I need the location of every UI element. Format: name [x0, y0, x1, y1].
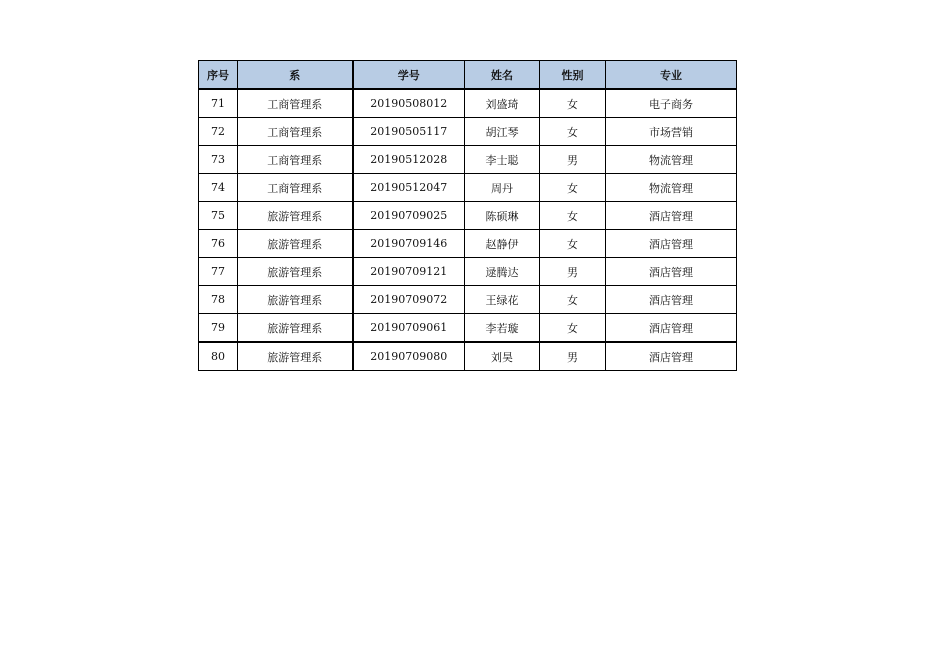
cell-gender: 女 — [540, 286, 606, 314]
cell-major: 物流管理 — [606, 146, 737, 174]
header-cell-department: 系 — [238, 61, 353, 90]
cell-department: 工商管理系 — [238, 174, 353, 202]
student-table — [198, 60, 737, 371]
cell-name: 赵静伊 — [465, 230, 540, 258]
table-row — [199, 258, 737, 286]
cell-name: 刘昊 — [465, 342, 540, 371]
cell-student-id: 20190505117 — [353, 118, 465, 146]
cell-student-id: 20190709061 — [353, 314, 465, 343]
cell-student-id: 20190709072 — [353, 286, 465, 314]
table-row — [199, 174, 737, 202]
cell-name: 陈硕琳 — [465, 202, 540, 230]
cell-name: 王绿花 — [465, 286, 540, 314]
cell-gender: 女 — [540, 230, 606, 258]
cell-index: 73 — [199, 146, 238, 174]
cell-index: 76 — [199, 230, 238, 258]
cell-gender: 男 — [540, 146, 606, 174]
cell-index: 71 — [199, 89, 238, 118]
cell-name: 胡江琴 — [465, 118, 540, 146]
cell-student-id: 20190709080 — [353, 342, 465, 371]
cell-student-id: 20190508012 — [353, 89, 465, 118]
table-row — [199, 314, 737, 343]
cell-student-id: 20190709146 — [353, 230, 465, 258]
table-row — [199, 118, 737, 146]
cell-department: 旅游管理系 — [238, 342, 353, 371]
cell-gender: 女 — [540, 89, 606, 118]
cell-gender: 女 — [540, 118, 606, 146]
cell-gender: 女 — [540, 202, 606, 230]
cell-department: 工商管理系 — [238, 118, 353, 146]
cell-major: 市场营销 — [606, 118, 737, 146]
cell-gender: 女 — [540, 174, 606, 202]
table-row — [199, 286, 737, 314]
header-cell-index: 序号 — [199, 61, 238, 90]
cell-gender: 女 — [540, 314, 606, 343]
table-row — [199, 342, 737, 371]
header-cell-major: 专业 — [606, 61, 737, 90]
cell-index: 78 — [199, 286, 238, 314]
cell-major: 物流管理 — [606, 174, 737, 202]
cell-student-id: 20190709121 — [353, 258, 465, 286]
table-row — [199, 146, 737, 174]
cell-name: 逯腾达 — [465, 258, 540, 286]
table-row — [199, 89, 737, 118]
header-cell-name: 姓名 — [465, 61, 540, 90]
cell-department: 旅游管理系 — [238, 258, 353, 286]
cell-department: 旅游管理系 — [238, 286, 353, 314]
cell-student-id: 20190512047 — [353, 174, 465, 202]
header-row — [199, 61, 737, 90]
cell-index: 80 — [199, 342, 238, 371]
cell-student-id: 20190512028 — [353, 146, 465, 174]
cell-index: 72 — [199, 118, 238, 146]
cell-major: 酒店管理 — [606, 202, 737, 230]
cell-student-id: 20190709025 — [353, 202, 465, 230]
cell-major: 酒店管理 — [606, 258, 737, 286]
cell-index: 79 — [199, 314, 238, 343]
cell-gender: 男 — [540, 342, 606, 371]
cell-department: 工商管理系 — [238, 146, 353, 174]
cell-index: 74 — [199, 174, 238, 202]
cell-major: 电子商务 — [606, 89, 737, 118]
cell-department: 旅游管理系 — [238, 230, 353, 258]
cell-name: 刘盛琦 — [465, 89, 540, 118]
cell-department: 旅游管理系 — [238, 202, 353, 230]
cell-department: 旅游管理系 — [238, 314, 353, 343]
table-row — [199, 230, 737, 258]
cell-major: 酒店管理 — [606, 286, 737, 314]
cell-department: 工商管理系 — [238, 89, 353, 118]
cell-index: 77 — [199, 258, 238, 286]
header-cell-gender: 性别 — [540, 61, 606, 90]
cell-major: 酒店管理 — [606, 230, 737, 258]
cell-name: 李若璇 — [465, 314, 540, 343]
cell-major: 酒店管理 — [606, 314, 737, 343]
table-row — [199, 202, 737, 230]
cell-name: 周丹 — [465, 174, 540, 202]
header-cell-student-id: 学号 — [353, 61, 465, 90]
cell-major: 酒店管理 — [606, 342, 737, 371]
cell-name: 李士聪 — [465, 146, 540, 174]
cell-index: 75 — [199, 202, 238, 230]
cell-gender: 男 — [540, 258, 606, 286]
